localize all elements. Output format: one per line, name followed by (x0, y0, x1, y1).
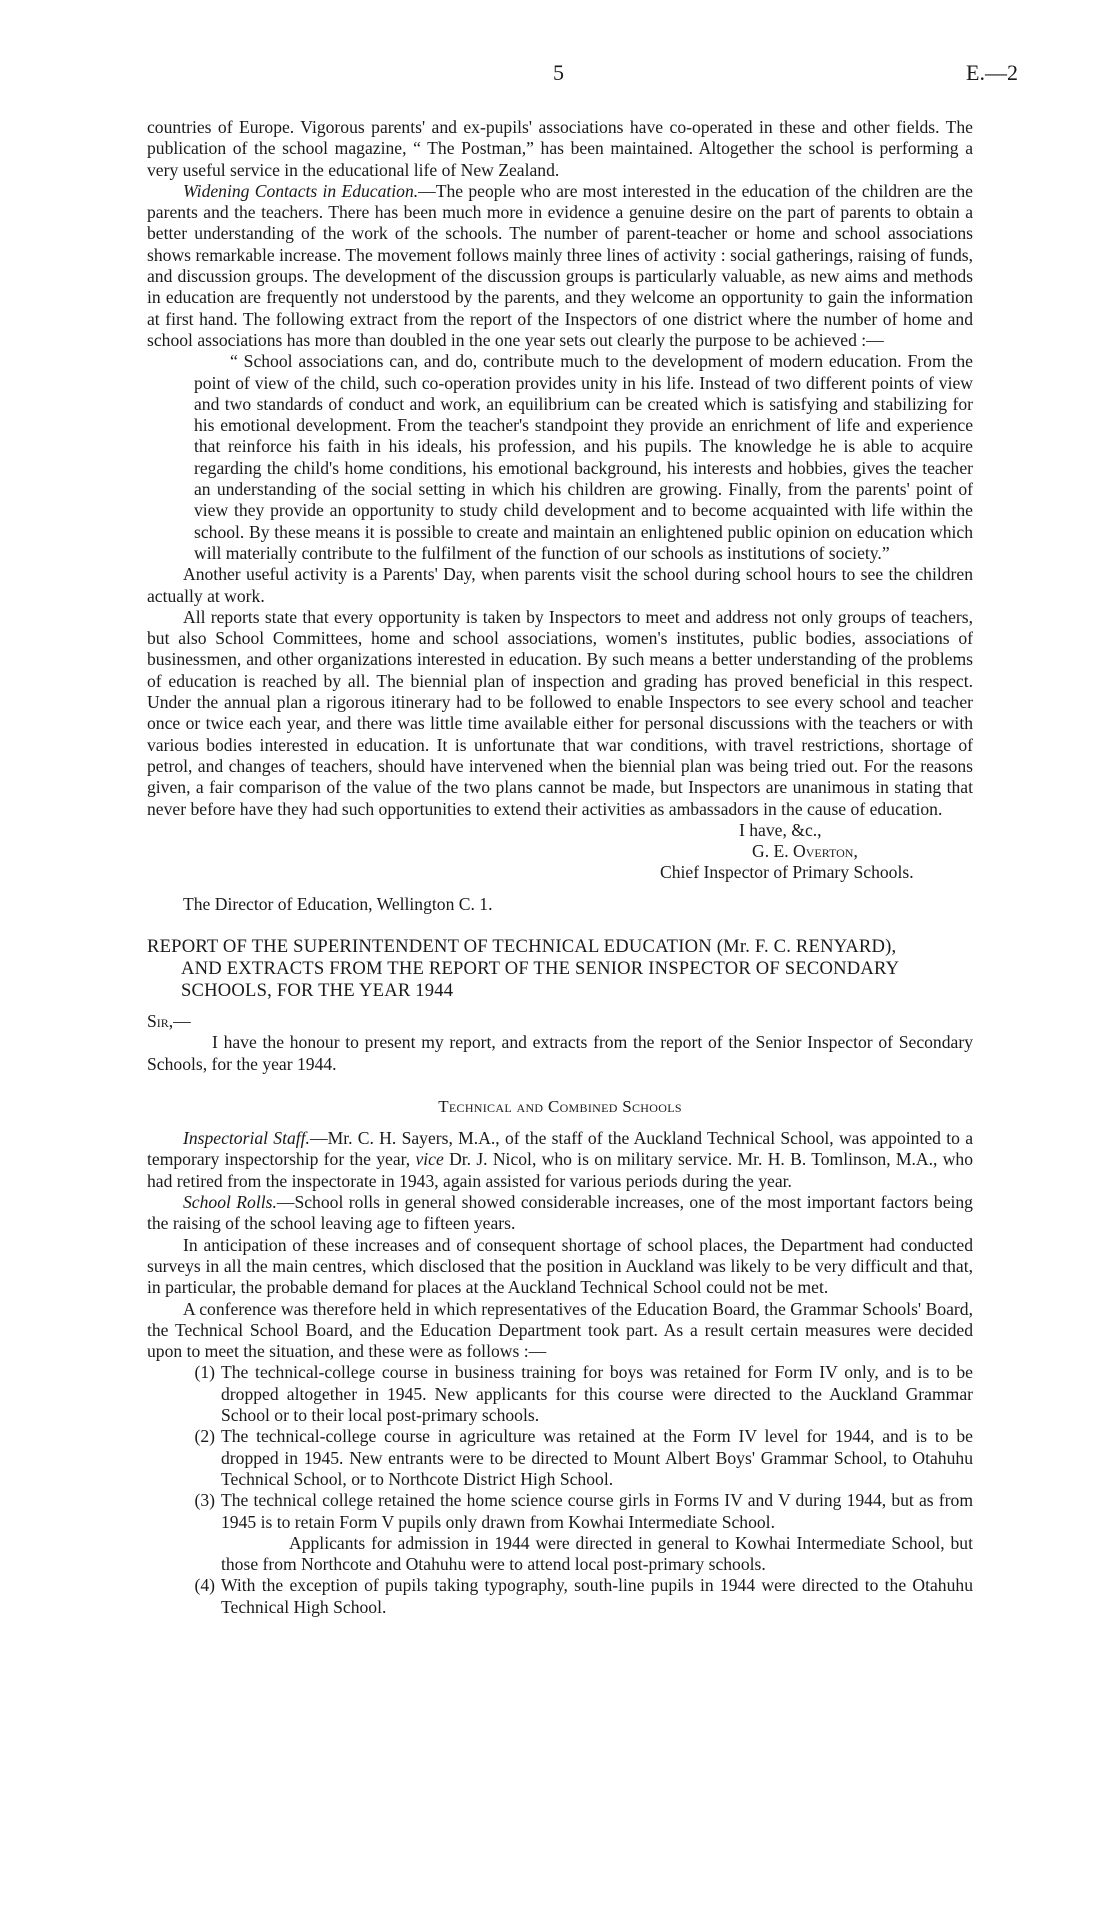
signatory-name: G. E. Overton, (752, 841, 858, 862)
report-title-line: SCHOOLS, FOR THE YEAR 1944 (181, 979, 454, 1001)
list-item (147, 1362, 973, 1426)
document-code: E.—2 (966, 60, 1018, 85)
list-subparagraph: Applicants for admission in 1944 were directed in general to Kowhai Intermediate School, but those from Northcote and Otahuhu were to attend local post-primary schools. (221, 1532, 973, 1575)
paragraph-text: Dr. J. Nicol, who is on military service. Mr. H. B. Tomlinson, M.A., who had retired from the inspectorate in 1943, again assisted for various periods during the year. (147, 1149, 973, 1191)
list-item (147, 1490, 973, 1533)
paragraph (147, 1192, 973, 1235)
list-number: (4) (194, 1575, 215, 1596)
paragraph: A conference was therefore held in which representatives of the Education Board, the Grammar Schools' Board, the Technical School Board, and the Education Department took part. As a result certain measures were decided upon to meet the situation, and these were as follows :— (147, 1298, 973, 1362)
page-header (0, 62, 1114, 88)
paragraph: Another useful activity is a Parents' Day, when parents visit the school during school hours to see the children actually at work. (147, 564, 973, 606)
run-in-heading: School Rolls. (183, 1192, 277, 1213)
list-text: The technical college retained the home science course girls in Forms IV and V during 1944, but as from 1945 is to retain Form V pupils only drawn from Kowhai Intermediate School. (221, 1490, 973, 1532)
list-text: The technical-college course in business training for boys was retained for Form IV only, and is to be dropped altogether in 1945. New applicants for this course were directed to the Auckland Grammar School or to their local post-primary schools. (221, 1362, 973, 1426)
addressee: The Director of Education, Wellington C. 1. (183, 893, 493, 914)
paragraph: All reports state that every opportunity is taken by Inspectors to meet and address not only groups of teachers, but also School Committees, home and school associations, women's institutes, public bodies, associations of businessmen, and other organizations interested in education. By such means a better understanding of the problems of education is reached by all. The biennial plan of inspection and grading has proved beneficial in this respect. Under the annual plan a rigorous itinerary had to be followed to enable Inspectors to see every school and teacher once or twice each year, and there was little time available either for personal discussions with the teachers or with various bodies interested in education. It is unfortunate that war conditions, with travel restrictions, shortage of petrol, and changes of teachers, should have intervened when the biennial plan was being tried out. For the reasons given, a fair comparison of the value of the two plans cannot be made, but Inspectors are unanimous in stating that never before have they had such opportunities to extend their activities as ambassadors in the cause of education. (147, 606, 973, 819)
paragraph (147, 1128, 973, 1192)
report-title-line: AND EXTRACTS FROM THE REPORT OF THE SENIOR INSPECTOR OF SECONDARY (181, 957, 900, 979)
paragraph-text: —Mr. C. H. Sayers, M.A., of the staff of the Auckland Technical School, was appointed to a temporary inspectorship for the year, (147, 1128, 974, 1170)
list-item (147, 1426, 973, 1490)
run-in-heading: Widening Contacts in Education. (183, 180, 419, 201)
list-text: With the exception of pupils taking typography, south-line pupils in 1944 were directed to the Otahuhu Technical High School. (221, 1575, 973, 1617)
report-title-line: REPORT OF THE SUPERINTENDENT OF TECHNICAL EDUCATION (Mr. F. C. RENYARD), (147, 935, 897, 957)
paragraph-text: —School rolls in general showed considerable increases, one of the most important factors being the raising of the school leaving age to fifteen years. (147, 1192, 973, 1234)
list-number: (1) (194, 1362, 215, 1383)
page-body (147, 117, 973, 1618)
paragraph: countries of Europe. Vigorous parents' and ex-pupils' associations have co-operated in these and other fields. The publication of the school magazine, “ The Postman,” has been maintained. Altogether the school is performing a very useful service in the educational life of New Zealand. (147, 117, 973, 180)
run-in-heading: Inspectorial Staff. (183, 1128, 310, 1149)
salutation: Sir,— (147, 1010, 191, 1031)
page-number: 5 (553, 60, 564, 85)
paragraph-text: —The people who are most interested in the education of the children are the parents and the teachers. There has been much more in evidence a genuine desire on the part of parents to obtain a better understanding of the work of the schools. The number of parent-teacher or home and school associations shows remarkable increase. The movement follows mainly three lines of activity : social gatherings, raising of funds, and discussion groups. The development of the discussion groups is particularly valuable, as new aims and methods in education are frequently not understood by the parents, and they welcome an opportunity to gain the information at first hand. The following extract from the report of the Inspectors of one district where the number of home and school associations has more than doubled in the one year sets out clearly the purpose to be achieved :— (147, 180, 973, 350)
list-number: (2) (194, 1426, 215, 1447)
list-item (147, 1575, 973, 1618)
closing-line: I have, &c., (739, 819, 822, 840)
paragraph: In anticipation of these increases and of consequent shortage of school places, the Department had conducted surveys in all the main centres, which disclosed that the position in Auckland was likely to be very difficult and that, in particular, the probable demand for places at the Auckland Technical School could not be met. (147, 1234, 973, 1298)
paragraph-text-italic: vice (415, 1149, 444, 1170)
section-heading: Technical and Combined Schools (438, 1096, 682, 1116)
signatory-title: Chief Inspector of Primary Schools. (660, 862, 914, 883)
list-number: (3) (194, 1490, 215, 1511)
report-title (147, 936, 973, 1002)
block-quote: “ School associations can, and do, contribute much to the development of modern education. From the point of view of the child, such co-operation provides unity in his life. Instead of two different points of view and two standards of conduct and work, an equilibrium can be created which is satisfying and stabilizing for his emotional development. From the teacher's standpoint they provide an enrichment of life and experience that reinforce his faith in his ideals, his profession, and his pupils. The knowledge he is able to acquire regarding the child's home conditions, his emotional background, his interests and hobbies, gives the teacher an understanding of the social setting in which his children are growing. Finally, from the parents' point of view they provide an opportunity to study child development and to become acquainted with life within the school. By these means it is possible to create and maintain an enlightened public opinion on education which will materially contribute to the fulfilment of the function of our schools as institutions of society.” (194, 351, 973, 563)
list-text: The technical-college course in agriculture was retained at the Form IV level for 1944, and is to be dropped in 1945. New entrants were to be directed to Mount Albert Boys' Grammar School, to Otahuhu Technical School, or to Northcote District High School. (221, 1426, 973, 1489)
paragraph (147, 181, 973, 351)
paragraph: I have the honour to present my report, and extracts from the report of the Senior Inspector of Secondary Schools, for the year 1944. (147, 1032, 973, 1074)
